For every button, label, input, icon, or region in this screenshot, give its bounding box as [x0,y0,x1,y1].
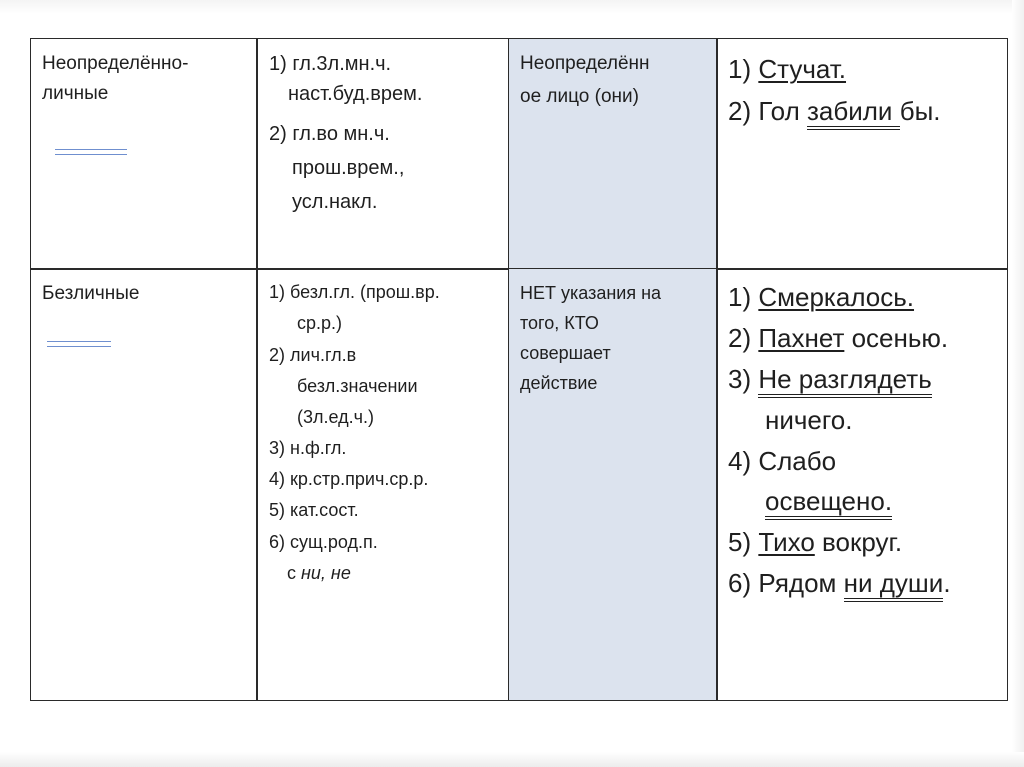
row2-forms-cell [256,268,510,701]
row2-example-3-continuation: ничего. [765,405,853,435]
example-text: . [943,568,951,598]
form-prefix: с [287,563,302,583]
slide-right-edge [1012,0,1024,767]
slide-bottom-edge [0,752,1024,767]
row2-form-line: ср.р.) [297,313,343,333]
row2-example-5 [728,522,902,562]
example-underlined: Тихо [758,527,815,557]
slide-top-edge [0,0,1024,14]
example-underlined: Смеркалось. [758,282,915,312]
row2-example-3 [728,359,932,399]
row2-type-cell [30,268,258,701]
row2-meaning-line: того, КТО [520,313,599,333]
row1-form-line: 2) гл.во мн.ч. [269,123,390,145]
row2-example-4-continuation [765,481,892,521]
row1-type-cell [30,38,258,270]
row2-meaning-cell [508,268,718,701]
row1-form-line: усл.накл. [292,191,378,213]
example-number: 3) [728,364,759,394]
row2-form-last-line [287,560,351,586]
row1-examples-cell [716,38,1008,270]
example-number: 1) [728,282,759,312]
row2-form-line: 6) сущ.род.п. [269,532,378,552]
row2-form-line: 3) н.ф.гл. [269,438,347,458]
predicate-double-underline-marker [47,341,111,342]
row2-example-1 [728,277,914,317]
row2-example-6 [728,563,951,603]
example-text: вокруг. [814,527,903,557]
sentence-types-table [30,38,1008,701]
example-number: 6) Рядом [728,568,844,598]
example-double-underlined: ни души [844,568,944,602]
example-text: бы. [899,96,941,126]
row1-example-2 [728,91,941,131]
row2-meaning-line: совершает [520,343,611,363]
example-underlined: Пахнет [758,323,845,353]
example-number: 5) [728,527,759,557]
form-italic-particles: ни, не [301,563,351,583]
row1-meaning-cell [508,38,718,270]
predicate-double-underline-marker-2 [55,154,127,155]
row1-form-line: наст.буд.врем. [288,83,423,105]
example-double-underlined: Не разглядеть [758,364,931,398]
row1-form-line: 1) гл.3л.мн.ч. [269,53,392,75]
row2-form-line: 2) лич.гл.в [269,345,357,365]
row2-form-line: безл.значении [297,376,418,396]
row1-type-line1: Неопределённо- [42,53,189,74]
row2-examples-cell [716,268,1008,701]
row1-forms-cell [256,38,510,270]
row2-type: Безличные [42,283,140,304]
example-number: 2) Гол [728,96,807,126]
row2-form-line: (3л.ед.ч.) [297,407,375,427]
row1-type-line2: личные [42,83,109,104]
predicate-double-underline-marker [55,149,127,150]
row1-form-line: прош.врем., [292,157,405,179]
row2-form-line: 1) безл.гл. (прош.вр. [269,282,440,302]
example-number: 2) [728,323,759,353]
example-underlined: Стучат. [758,54,847,84]
row1-meaning-line2: ое лицо (они) [520,86,639,107]
row1-example-1 [728,49,846,89]
row2-form-line: 5) кат.сост. [269,500,359,520]
example-double-underlined: освещено. [765,486,892,520]
row2-example-2 [728,318,948,358]
row2-meaning-line: действие [520,373,598,393]
row2-example-4: 4) Слабо [728,446,837,476]
row2-meaning-line: НЕТ указания на [520,283,662,303]
predicate-double-underline-marker-2 [47,346,111,347]
example-text: осенью. [844,323,949,353]
example-double-underlined: забили [807,96,900,130]
row2-form-line: 4) кр.стр.прич.ср.р. [269,469,429,489]
example-number: 1) [728,54,759,84]
row1-meaning-line1: Неопределённ [520,53,650,74]
